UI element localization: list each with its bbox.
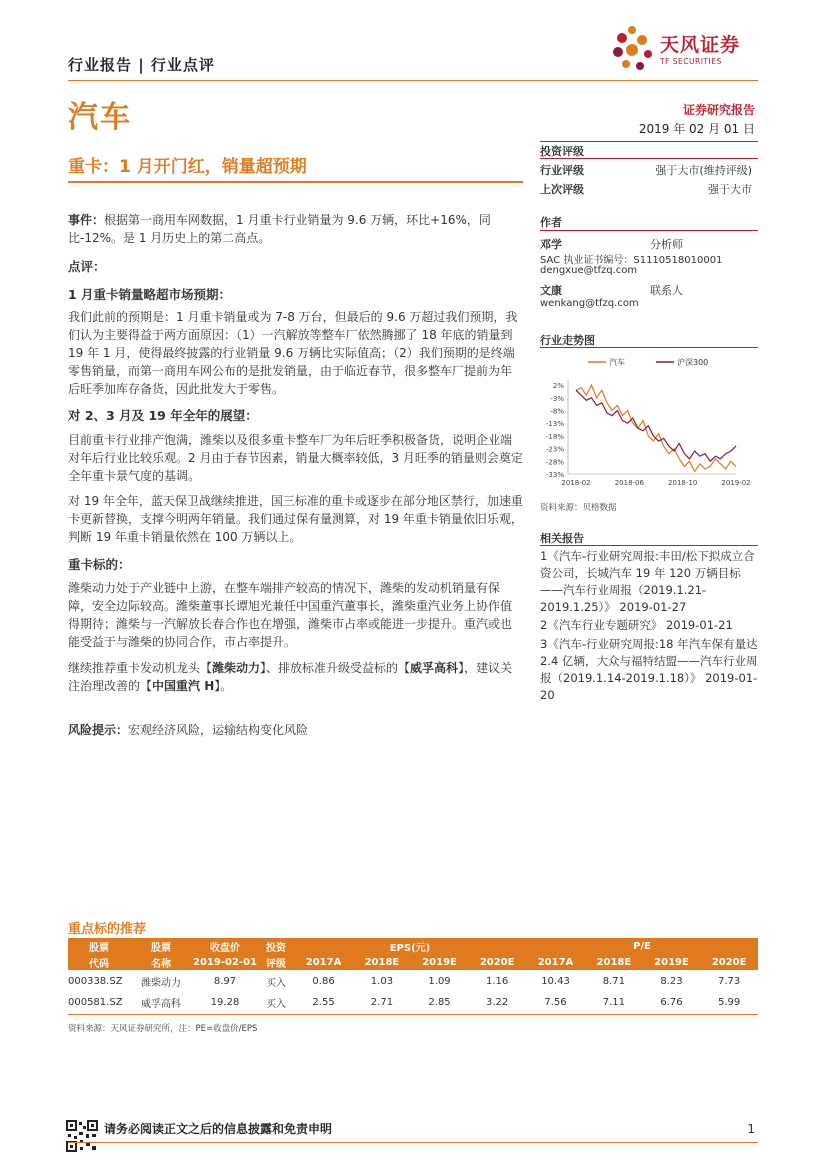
section2-text1: 目前重卡行业排产饱满，潍柴以及很多重卡整车厂为年后旺季积极备货，说明企业端对年后行业比较乐观。2 月由于春节因素，销量大概率较低，3 月旺季的销量则会奠定全年重卡景气度的基调。 <box>68 433 523 483</box>
table-header-cell: 投资 <box>258 938 294 954</box>
table-header-cell: 股票 <box>130 938 192 954</box>
table-cell: 7.11 <box>585 992 643 1014</box>
table-cell: 2.71 <box>353 992 411 1014</box>
recommendation-table <box>68 938 758 1015</box>
author1-row <box>540 236 752 252</box>
sidebar-divider <box>540 158 758 159</box>
industry-title: 汽车 <box>68 100 132 135</box>
report-category: 行业报告 | 行业点评 <box>68 56 215 74</box>
rating-value: 强于大市(维持评级) <box>655 164 752 177</box>
related-title: 相关报告 <box>540 532 584 545</box>
rec-text-a: 继续推荐重卡发动机龙头【 <box>68 661 213 675</box>
table-cell: 1.09 <box>428 975 451 987</box>
sidebar-divider <box>540 545 758 546</box>
table-cell: 10.43 <box>541 975 570 987</box>
x-tick-label: 2018-06 <box>614 479 644 487</box>
section3-text: 潍柴动力处于产业链中上游，在整车端排产较高的情况下，潍柴的发动机销量有保障，安全边际较高。潍柴董事长谭旭光兼任中国重汽董事长，潍柴重汽业务上协作值得期待；潍柴与一汽解放长春合作也在增强，潍柴市占率或能进一步提升。重汽或也能受益于与潍柴的协同合作，市占率提升。 <box>68 581 513 649</box>
section3-title: 重卡标的： <box>68 557 131 572</box>
x-tick-label: 2018-10 <box>668 479 698 487</box>
risk-paragraph <box>68 721 523 739</box>
author2-email[interactable]: wenkang@tfzq.com <box>540 298 639 309</box>
rating-title: 投资评级 <box>540 145 584 158</box>
author1-role: 分析师 <box>650 238 683 251</box>
series-line-auto <box>576 385 736 471</box>
report-headline: 重卡：1 月开门红，销量超预期 <box>68 157 307 177</box>
table-header-cell: 名称 <box>130 954 192 970</box>
table-cell: 8.97 <box>213 975 237 987</box>
y-tick-label: 2% <box>552 382 564 391</box>
table-header-cell: 2019E <box>643 954 701 970</box>
legend-label: 汽车 <box>609 358 625 367</box>
section2-text2: 对 19 年全年，蓝天保卫战继续推进，国三标准的重卡或逐步在部分地区禁行，加速重卡更新替换，支撑今明两年销量。我们通过保有量测算，对 19 年重卡销量依旧乐观，判断 19 年重卡销量依然在 100 万辆以上。 <box>68 494 523 544</box>
table-cell: 19.28 <box>192 992 258 1014</box>
y-tick-label: -28% <box>545 458 564 467</box>
table-cell: 2.85 <box>411 992 469 1014</box>
footer-divider <box>68 1142 758 1143</box>
sidebar-divider <box>540 347 758 348</box>
rec-text-b: 】、排放标准升级受益标的【 <box>260 661 411 675</box>
trend-title: 行业走势图 <box>540 334 595 347</box>
table-header-cell: 收盘价 <box>192 938 258 954</box>
related-report-2[interactable]: 2《汽车行业专题研究》 2019-01-21 <box>540 618 733 632</box>
y-tick-label: -13% <box>545 420 564 429</box>
table-cell: 7.56 <box>526 992 585 1014</box>
y-tick-label: -18% <box>545 432 564 441</box>
table-cell: 5.99 <box>700 992 758 1014</box>
prev-rating-row <box>540 181 752 197</box>
table-header-cell: P/E <box>526 938 758 954</box>
rec-text-d: 】。 <box>214 679 233 693</box>
related-report-1[interactable]: 1《汽车-行业研究周报:丰田/松下拟成立合资公司，长城汽车 19 年 120 万辆目标——汽车行业周报（2019.1.21-2019.1.25）》 2019-01-27 <box>540 549 755 614</box>
sidebar-divider <box>540 230 758 231</box>
rec-stock-1: 潍柴动力 <box>212 661 261 675</box>
table-cell: 潍柴动力 <box>141 977 181 989</box>
page-number: 1 <box>747 1122 755 1136</box>
rating-label: 行业评级 <box>540 164 584 177</box>
author1-email[interactable]: dengxue@tfzq.com <box>540 265 638 276</box>
table-header-cell: 2018E <box>585 954 643 970</box>
table-cell: 威孚高科 <box>130 992 192 1014</box>
event-label: 事件： <box>68 213 105 227</box>
rec-text-c: 】，建议关注治理改善的【 <box>68 661 513 693</box>
table-row <box>68 970 758 992</box>
table-title: 重点标的推荐 <box>68 922 147 937</box>
report-date: 2019 年 02 月 01 日 <box>638 122 755 136</box>
author2-role: 联系人 <box>650 284 683 297</box>
table-header-cell: 2020E <box>468 954 526 970</box>
table-header-cell: 代码 <box>68 954 130 970</box>
rec-stock-3: 中国重汽 H <box>152 679 215 693</box>
y-tick-label: -3% <box>550 394 564 403</box>
table-cell: 0.86 <box>312 975 335 987</box>
table-header-cell: 2020E <box>700 954 758 970</box>
chart-source: 资料来源：贝格数据 <box>540 503 617 513</box>
table-header-cell: 2017A <box>526 954 585 970</box>
risk-label: 风险提示： <box>68 723 129 737</box>
table-cell: 1.03 <box>370 975 394 987</box>
table-row <box>68 992 758 1014</box>
risk-text: 宏观经济风险，运输结构变化风险 <box>128 723 309 737</box>
table-source: 资料来源：天风证券研究所，注：PE=收盘价/EPS <box>68 1024 258 1034</box>
table-cell: 买入 <box>258 992 294 1014</box>
table-cell: 000581.SZ <box>68 992 130 1014</box>
table-header-cell: 2018E <box>353 954 411 970</box>
event-text: 根据第一商用车网数据，1 月重卡行业销量为 9.6 万辆，环比+16%，同比-12%。是 1 月历史上的第二高点。 <box>68 213 491 245</box>
author1-name: 邓学 <box>540 238 562 251</box>
y-tick-label: -23% <box>545 445 564 454</box>
table-cell: 2.55 <box>294 992 353 1014</box>
table-cell: 8.71 <box>602 975 626 987</box>
prev-rating-label: 上次评级 <box>540 183 584 196</box>
table-cell: 1.16 <box>486 975 509 987</box>
prev-rating-value: 强于大市 <box>708 183 752 196</box>
disclaimer-notice: 请务必阅读正文之后的信息披露和免责申明 <box>104 1122 333 1136</box>
table-header-row <box>68 938 758 954</box>
table-header-cell: 评级 <box>258 954 294 970</box>
y-tick-label: -33% <box>545 471 564 479</box>
x-tick-label: 2018-02 <box>561 479 591 487</box>
table-cell: 买入 <box>266 977 286 989</box>
comment-label: 点评： <box>68 259 106 274</box>
table-cell: 6.76 <box>643 992 701 1014</box>
section1-text: 我们此前的预期是：1 月重卡销量或为 7-8 万台，但最后的 9.6 万超过我们预期，我们认为主要得益于两方面原因：（1）一汽解放等整车厂依然腾挪了 18 年底的销量到 19 年 1 月，使得最终披露的行业销量 9.6 万辆比实际值高；（2）我们预期的是终端零售销量，而第一商用车网公布的是批发销量，由于临近春节，很多整车厂提前为年后旺季加库存备货，因此批发大于零售。 <box>68 310 518 396</box>
sidebar-divider <box>540 141 758 142</box>
legend-label: 沪深300 <box>677 358 709 367</box>
table-cell: 000338.SZ <box>68 975 123 987</box>
table-header-cell: EPS(元) <box>294 938 526 954</box>
y-tick-label: -8% <box>550 407 564 416</box>
section2-title: 对 2、3 月及 19 年全年的展望： <box>68 408 258 423</box>
trend-chart <box>540 350 758 498</box>
table-header-row <box>68 954 758 970</box>
table-cell: 3.22 <box>468 992 526 1014</box>
doc-type: 证券研究报告 <box>682 103 755 117</box>
section1-title: 1 月重卡销量略超市场预期： <box>68 287 232 302</box>
author2-row <box>540 282 752 298</box>
author2-name: 文康 <box>540 284 562 297</box>
table-header-cell: 2019-02-01 <box>192 954 258 970</box>
author1-sac: SAC 执业证书编号：S1110518010001 <box>540 255 723 266</box>
qr-code-icon <box>66 1120 98 1152</box>
table-cell: 7.73 <box>718 975 741 987</box>
headline-underline <box>68 181 523 183</box>
table-cell: 8.23 <box>660 975 683 987</box>
header-divider <box>68 80 758 81</box>
rating-row <box>540 162 752 178</box>
x-tick-label: 2019-02 <box>721 479 751 487</box>
rec-stock-2: 威孚高科 <box>410 661 459 675</box>
event-paragraph <box>68 211 523 247</box>
author-title: 作者 <box>540 216 562 229</box>
logo-text-cn: 天风证券 <box>660 34 741 56</box>
logo-text-en: TF SECURITIES <box>660 57 722 66</box>
related-report-3[interactable]: 3《汽车-行业研究周报:18 年汽车保有量达 2.4 亿辆，大众与福特结盟——汽车行业周报（2019.1.14-2019.1.18）》 2019-01-20 <box>540 637 758 702</box>
recommendation-text <box>68 659 523 695</box>
table-header-cell: 股票 <box>68 938 130 954</box>
table-header-cell: 2019E <box>411 954 469 970</box>
table-header-cell: 2017A <box>294 954 353 970</box>
series-line-hs300 <box>576 390 736 461</box>
